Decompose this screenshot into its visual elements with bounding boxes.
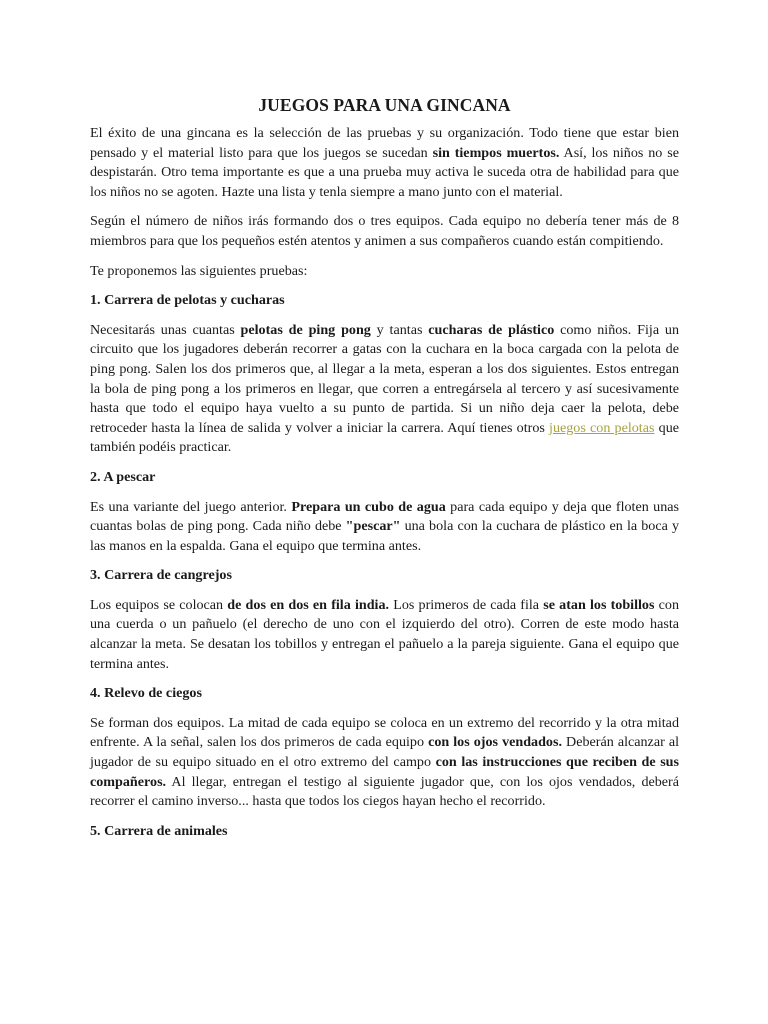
bold-run: cucharas de plástico <box>428 321 555 338</box>
bold-run: con los ojos vendados. <box>428 734 562 751</box>
text-run: El éxito de una gincana es la selección de las pruebas y su organización. Todo tiene que estar bien pensado y el material listo para que los juegos se sucedan <box>90 125 679 161</box>
intro-paragraph-1 <box>90 124 679 202</box>
section-paragraph-4 <box>90 714 679 812</box>
intro-paragraph-2 <box>90 212 679 251</box>
section-heading-3: 3. Carrera de cangrejos <box>90 567 232 584</box>
text-run: que también podéis practicar. <box>90 419 679 456</box>
text-run: una bola con la cuchara de plástico en la boca y las manos en la espalda. Gana el equipo que termina antes. <box>90 518 680 554</box>
section-paragraph-1 <box>90 321 679 458</box>
text-run: Es una variante del juego anterior. <box>90 498 292 515</box>
text-run: y tantas <box>370 321 429 338</box>
text-run: Te proponemos las siguientes pruebas: <box>90 262 308 279</box>
juegos-con-pelotas-link[interactable]: juegos con pelotas <box>549 419 655 436</box>
text-run: para cada equipo y deja que floten unas cuantas bolas de ping pong. Cada niño debe <box>90 498 679 535</box>
text-run: como niños. Fija un circuito que los jugadores deberán recorrer a gatas con la cuchara en la boca cargada con la pelota de ping pong. Salen los dos primeros que, al llegar a la meta, esperan a los dos siguientes. Estos entregan la bola de ping pong a los primeros en llegar, que corren a entregársela al tercero y así sucesivamente hasta que todo el equipo haya vuelto a su punto de partida. Si un niño deja caer la pelota, debe retroceder hasta la línea de salida y volver a iniciar la carrera. Aquí tienes otros <box>90 321 679 436</box>
text-run: Al llegar, entregan el testigo al siguiente jugador que, con los ojos vendados, deberá recorrer el camino inverso... hasta que todos los ciegos hayan hecho el recorrido. <box>90 773 679 810</box>
section-heading-1: 1. Carrera de pelotas y cucharas <box>90 292 285 309</box>
text-run: Se forman dos equipos. La mitad de cada equipo se coloca en un extremo del recorrido y la otra mitad enfrente. A la señal, salen los dos primeros de cada equipo <box>90 714 679 751</box>
text-run: Los primeros de cada fila <box>389 596 544 613</box>
bold-run: Prepara un cubo de agua <box>291 498 446 515</box>
text-run: Los equipos se colocan <box>90 596 228 613</box>
intro-paragraph-3 <box>90 262 679 282</box>
text-run: Deberán alcanzar al jugador de su equipo situado en el otro extremo del campo <box>90 734 679 771</box>
bold-run: con las instrucciones que reciben de sus compañeros. <box>90 754 679 790</box>
bold-run: se atan los tobillos <box>543 596 655 613</box>
section-paragraph-2 <box>90 498 679 557</box>
bold-run: sin tiempos muertos. <box>432 144 560 161</box>
section-heading-5: 5. Carrera de animales <box>90 822 228 839</box>
bold-run: "pescar" <box>345 518 401 535</box>
text-run: Según el número de niños irás formando dos o tres equipos. Cada equipo no debería tener más de 8 miembros para que los pequeños estén atentos y animen a sus compañeros cuando están compitiendo. <box>90 213 679 249</box>
document-title: JUEGOS PARA UNA GINCANA <box>258 95 511 115</box>
bold-run: de dos en dos en fila india. <box>227 596 390 613</box>
section-paragraph-3 <box>90 596 679 674</box>
section-heading-4: 4. Relevo de ciegos <box>90 685 202 702</box>
document-page <box>90 94 679 851</box>
bold-run: pelotas de ping pong <box>240 321 371 338</box>
text-run: Necesitarás unas cuantas <box>90 321 241 338</box>
text-run: con una cuerda o un pañuelo (el derecho de uno con el izquierdo del otro). Corren de este modo hasta alcanzar la meta. Se desatan los tobillos y entregan el pañuelo a la pareja siguiente. Gana el equipo que termina antes. <box>90 596 679 672</box>
text-run: Así, los niños no se despistarán. Otro tema importante es que a una prueba muy activa le suceda otra de habilidad para que los niños no se agoten. Hazte una lista y tenla siempre a mano junto con el material. <box>90 144 679 200</box>
section-heading-2: 2. A pescar <box>90 468 156 485</box>
